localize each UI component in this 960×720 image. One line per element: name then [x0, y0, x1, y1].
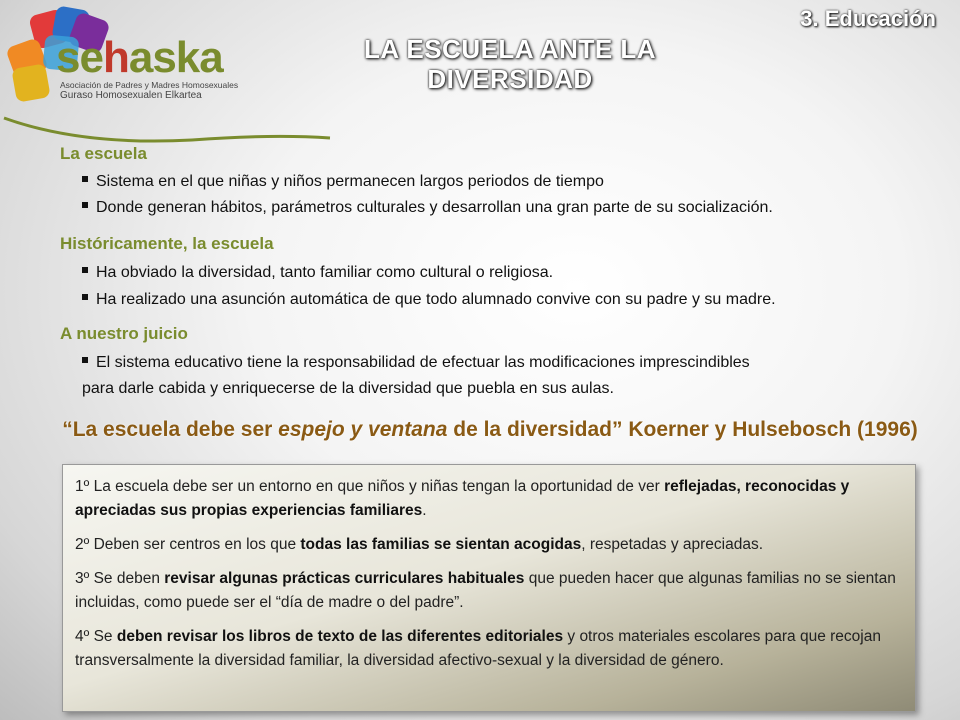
- logo-subtitle-es: Asociación de Padres y Madres Homosexuales: [60, 80, 239, 90]
- heading-la-escuela: La escuela: [60, 144, 147, 163]
- point-4: 4º Se deben revisar los libros de texto de las diferentes editoriales y otros materiales escolares para que recojan transversalmente la diversidad familiar, la diversidad afectivo-sexual y la diversidad de género.: [75, 628, 881, 669]
- page-title: LA ESCUELA ANTE LA DIVERSIDAD: [363, 34, 657, 94]
- heading-historicamente: Históricamente, la escuela: [60, 234, 274, 253]
- logo-subtitle-eu: Guraso Homosexualen Elkartea: [60, 90, 202, 101]
- point-3: 3º Se deben revisar algunas prácticas curriculares habituales que pueden hacer que algunas familias no se sientan incluidas, como puede ser el “día de madre o del padre”.: [75, 570, 896, 611]
- section-tag: 3. Educación: [800, 6, 936, 31]
- list-item: Sistema en el que niñas y niños permanecen largos periodos de tiempo: [82, 170, 604, 194]
- list-item: Donde generan hábitos, parámetros culturales y desarrollan una gran parte de su socialización.: [82, 196, 773, 220]
- logo-swoosh: [2, 88, 332, 148]
- principles-box: [62, 464, 916, 712]
- heading-a-nuestro-juicio: A nuestro juicio: [60, 324, 188, 343]
- list-item: El sistema educativo tiene la responsabilidad de efectuar las modificaciones imprescindibles: [82, 351, 750, 375]
- logo-wordmark: sehaska: [56, 33, 223, 82]
- point-1: 1º La escuela debe ser un entorno en que niños y niñas tengan la oportunidad de ver reflejadas, reconocidas y apreciadas sus propias experiencias familiares.: [75, 478, 850, 519]
- point-2: 2º Deben ser centros en los que todas las familias se sientan acogidas, respetadas y apreciadas.: [75, 536, 764, 553]
- list-item: Ha realizado una asunción automática de que todo alumnado convive con su padre y su madre.: [82, 288, 776, 312]
- list-item-continuation: para darle cabida y enriquecerse de la diversidad que puebla en sus aulas.: [82, 380, 614, 397]
- quote-koerner-hulsebosch: “La escuela debe ser espejo y ventana de la diversidad” Koerner y Hulsebosch (1996): [62, 418, 918, 441]
- list-item: Ha obviado la diversidad, tanto familiar como cultural o religiosa.: [82, 261, 553, 285]
